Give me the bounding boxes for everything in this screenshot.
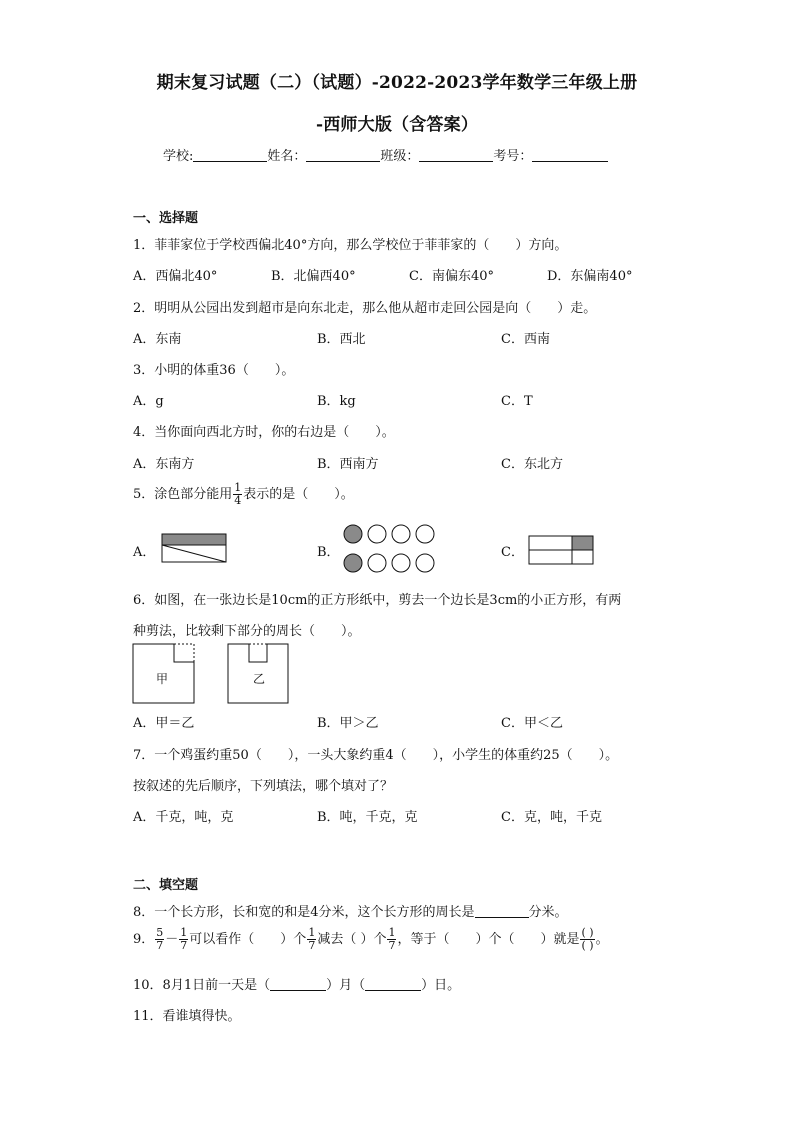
q6-label-yi: 乙 (253, 672, 266, 686)
class-label: 班级： (380, 149, 420, 164)
q5-figure-a (160, 532, 228, 564)
question-6-line-2: 种剪法，比较剩下部分的周长（ ）。 (133, 624, 361, 639)
question-2: 2．明明从公园出发到超市是向东北走，那么他从超市走回公园是向（ ）走。 (133, 301, 597, 316)
q6-option-a[interactable]: A．甲＝乙 (133, 716, 195, 731)
q5-option-c[interactable]: C． (501, 545, 524, 560)
q9-text-3: ，等于（ ）个（ ）就是 (397, 932, 580, 947)
q2-option-b[interactable]: B．西北 (317, 332, 366, 347)
question-10 (133, 974, 460, 993)
class-blank[interactable] (419, 147, 493, 162)
q10-text-3: ）日。 (421, 978, 461, 993)
number-label: 考号： (493, 149, 533, 164)
q9-text-1: 可以看作（ ）个 (189, 932, 307, 947)
q3-option-c[interactable]: C．T (501, 394, 533, 409)
question-7-line-2: 按叙述的先后顺序，下列填法，哪个填对了？ (133, 779, 394, 794)
q1-option-d[interactable]: D．东偏南40° (547, 269, 633, 284)
q2-option-a[interactable]: A．东南 (133, 332, 182, 347)
number-blank[interactable] (532, 147, 608, 162)
question-7-line-1: 7．一个鸡蛋约重50（ ），一头大象约重4（ ），小学生的体重约25（ ）。 (133, 748, 619, 763)
q9-fraction-unit-a: $\frac{1}{7}$ (308, 926, 316, 952)
school-blank[interactable] (193, 147, 267, 162)
question-6-line-1: 6．如图，在一张边长是10cm的正方形纸中，剪去一个边长是3cm的小正方形，有两 (133, 593, 622, 608)
q10-text-2: ）月（ (326, 978, 366, 993)
q10-day-blank[interactable] (365, 976, 421, 991)
q2-option-c[interactable]: C．西南 (501, 332, 550, 347)
q5-option-a[interactable]: A． (133, 545, 156, 560)
section-fill-title: 二、填空题 (133, 878, 199, 893)
q9-minus: － (165, 932, 179, 947)
q5-option-b[interactable]: B． (317, 545, 340, 560)
q9-fraction-unit-b: $\frac{1}{7}$ (388, 926, 396, 952)
section-choice-title: 一、选择题 (133, 211, 199, 226)
title-line-1: 期末复习试题（二）（试题）-2022-2023学年数学三年级上册 (156, 73, 638, 93)
q10-text-1: 10．8月1日前一天是（ (133, 978, 271, 993)
q10-month-blank[interactable] (270, 976, 326, 991)
q6-option-b[interactable]: B．甲＞乙 (317, 716, 379, 731)
q9-fraction-5-7: $\frac{5}{7}$ (156, 926, 164, 952)
q6-label-jia: 甲 (156, 672, 169, 686)
q9-end: 。 (595, 932, 609, 947)
q5-figure-c (527, 534, 595, 566)
question-8 (133, 901, 568, 920)
name-blank[interactable] (306, 147, 380, 162)
question-3: 3．小明的体重36（ ）。 (133, 363, 295, 378)
q9-prefix: 9． (133, 932, 155, 947)
q4-option-c[interactable]: C．东北方 (501, 457, 563, 472)
q4-option-a[interactable]: A．东南方 (133, 457, 195, 472)
q7-option-c[interactable]: C．克，吨，千克 (501, 810, 602, 825)
name-label: 姓名： (267, 149, 307, 164)
question-11: 11．看谁填得快。 (133, 1009, 241, 1024)
q8-answer-blank[interactable] (475, 903, 529, 918)
q5-figure-b-circles (341, 522, 439, 576)
q8-text-before: 8．一个长方形，长和宽的和是4分米，这个长方形的周长是 (133, 905, 475, 920)
student-info-line (163, 145, 608, 164)
q9-text-2: 减去（ ）个 (317, 932, 387, 947)
q5-text-before: 5．涂色部分能用 (133, 487, 233, 502)
q5-fraction: $\frac{1}{4}$ (234, 481, 242, 507)
q8-text-after: 分米。 (528, 905, 568, 920)
q3-option-b[interactable]: B．kg (317, 394, 356, 409)
title-line-2: -西师大版（含答案） (315, 115, 479, 135)
question-5 (133, 482, 354, 507)
question-4: 4．当你面向西北方时，你的右边是（ ）。 (133, 425, 395, 440)
q9-answer-fraction[interactable]: $\frac{( )}{( )}$ (581, 926, 594, 952)
q1-option-a[interactable]: A．西偏北40° (133, 269, 218, 284)
q3-option-a[interactable]: A．g (133, 394, 164, 409)
q4-option-b[interactable]: B．西南方 (317, 457, 379, 472)
school-label: 学校: (163, 149, 194, 164)
q7-option-b[interactable]: B．吨，千克，克 (317, 810, 418, 825)
q1-option-c[interactable]: C．南偏东40° (409, 269, 494, 284)
question-1: 1．菲菲家位于学校西偏北40°方向，那么学校位于菲菲家的（ ）方向。 (133, 238, 568, 253)
q9-fraction-1-7: $\frac{1}{7}$ (180, 926, 188, 952)
q7-option-a[interactable]: A．千克，吨，克 (133, 810, 234, 825)
q5-text-after: 表示的是（ ）。 (243, 487, 354, 502)
q6-option-c[interactable]: C．甲＜乙 (501, 716, 563, 731)
question-9 (133, 927, 609, 952)
q1-option-b[interactable]: B．北偏西40° (271, 269, 356, 284)
